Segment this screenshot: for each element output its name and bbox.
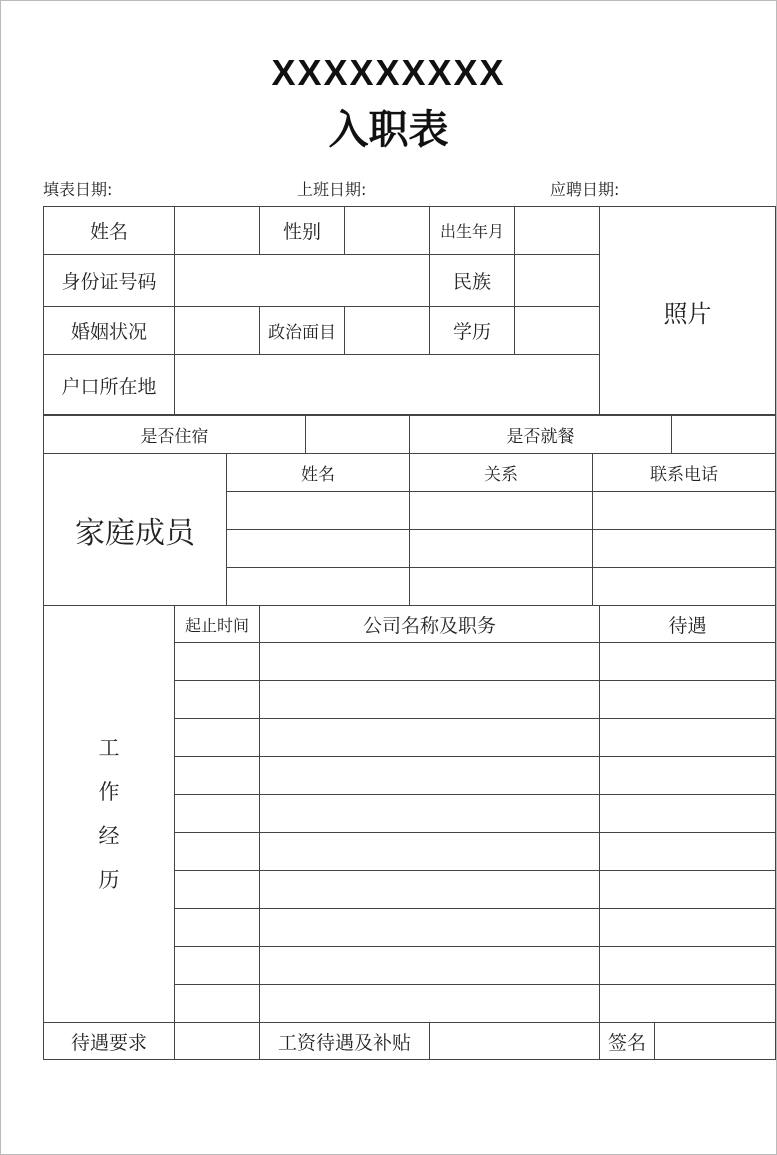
- work-label-char: 工: [98, 736, 120, 760]
- dining-field[interactable]: [672, 415, 776, 454]
- work-salary-cell[interactable]: [600, 795, 776, 833]
- family-col-name: 姓名: [227, 454, 410, 492]
- work-salary-cell[interactable]: [600, 833, 776, 871]
- marital-field[interactable]: [175, 307, 260, 355]
- hukou-label: 户口所在地: [44, 355, 175, 416]
- family-phone-cell[interactable]: [593, 568, 776, 606]
- name-field[interactable]: [175, 207, 260, 255]
- signature-label: 签名: [600, 1023, 655, 1060]
- work-company-cell[interactable]: [260, 757, 600, 795]
- work-company-cell[interactable]: [260, 719, 600, 757]
- work-company-cell[interactable]: [260, 795, 600, 833]
- work-salary-cell[interactable]: [600, 681, 776, 719]
- political-label: 政治面目: [260, 307, 345, 355]
- work-period-cell[interactable]: [175, 795, 260, 833]
- family-phone-cell[interactable]: [593, 492, 776, 530]
- fill-date-label: 填表日期:: [43, 180, 113, 199]
- work-salary-cell[interactable]: [600, 985, 776, 1023]
- family-col-phone: 联系电话: [593, 454, 776, 492]
- family-relation-cell[interactable]: [410, 568, 593, 606]
- work-period-cell[interactable]: [175, 871, 260, 909]
- work-col-company: 公司名称及职务: [260, 606, 600, 643]
- work-period-cell[interactable]: [175, 643, 260, 681]
- photo-box[interactable]: [600, 207, 776, 416]
- work-company-cell[interactable]: [260, 909, 600, 947]
- family-name-cell[interactable]: [227, 492, 410, 530]
- hukou-field[interactable]: [175, 355, 600, 416]
- marital-label: 婚姻状况: [44, 307, 175, 355]
- work-history-table: [43, 605, 776, 1023]
- work-company-cell[interactable]: [260, 871, 600, 909]
- work-history-label: [44, 606, 175, 1023]
- work-salary-cell[interactable]: [600, 871, 776, 909]
- work-label-char: 作: [98, 780, 120, 804]
- footer-table: [43, 1022, 776, 1060]
- work-salary-cell[interactable]: [600, 947, 776, 985]
- family-relation-cell[interactable]: [410, 530, 593, 568]
- name-label: 姓名: [44, 207, 175, 255]
- salary-requirement-field[interactable]: [175, 1023, 260, 1060]
- ethnicity-field[interactable]: [515, 255, 600, 307]
- work-col-period: 起止时间: [175, 606, 260, 643]
- id-number-label: 身份证号码: [44, 255, 175, 307]
- work-company-cell[interactable]: [260, 947, 600, 985]
- work-company-cell[interactable]: [260, 833, 600, 871]
- lodging-table: [43, 414, 776, 454]
- dining-label: 是否就餐: [410, 415, 672, 454]
- ethnicity-label: 民族: [430, 255, 515, 307]
- family-name-cell[interactable]: [227, 530, 410, 568]
- work-col-salary: 待遇: [600, 606, 776, 643]
- work-label-char: 历: [98, 868, 120, 892]
- work-salary-cell[interactable]: [600, 757, 776, 795]
- work-period-cell[interactable]: [175, 719, 260, 757]
- family-col-relation: 关系: [410, 454, 593, 492]
- work-period-cell[interactable]: [175, 833, 260, 871]
- work-salary-cell[interactable]: [600, 909, 776, 947]
- work-company-cell[interactable]: [260, 643, 600, 681]
- form-title: 入职表: [328, 107, 449, 153]
- lodging-field[interactable]: [306, 415, 410, 454]
- wage-label: 工资待遇及补贴: [260, 1023, 430, 1060]
- lodging-label: 是否住宿: [44, 415, 306, 454]
- family-label: 家庭成员: [44, 454, 227, 606]
- education-label: 学历: [430, 307, 515, 355]
- work-period-cell[interactable]: [175, 985, 260, 1023]
- work-company-cell[interactable]: [260, 985, 600, 1023]
- company-name: XXXXXXXXX: [271, 52, 506, 93]
- birth-field[interactable]: [515, 207, 600, 255]
- work-period-cell[interactable]: [175, 947, 260, 985]
- signature-field[interactable]: [655, 1023, 776, 1060]
- political-field[interactable]: [345, 307, 430, 355]
- family-name-cell[interactable]: [227, 568, 410, 606]
- salary-requirement-label: 待遇要求: [44, 1023, 175, 1060]
- id-number-field[interactable]: [175, 255, 430, 307]
- apply-date-label: 应聘日期:: [550, 180, 620, 199]
- work-salary-cell[interactable]: [600, 719, 776, 757]
- family-table: [43, 453, 776, 606]
- photo-label: 照片: [663, 299, 712, 328]
- education-field[interactable]: [515, 307, 600, 355]
- gender-label: 性别: [260, 207, 345, 255]
- work-period-cell[interactable]: [175, 681, 260, 719]
- start-date-label: 上班日期:: [297, 180, 367, 199]
- family-phone-cell[interactable]: [593, 530, 776, 568]
- work-period-cell[interactable]: [175, 757, 260, 795]
- work-company-cell[interactable]: [260, 681, 600, 719]
- work-period-cell[interactable]: [175, 909, 260, 947]
- family-relation-cell[interactable]: [410, 492, 593, 530]
- basic-info-table: [43, 206, 776, 416]
- wage-field[interactable]: [430, 1023, 600, 1060]
- work-label-char: 经: [98, 824, 120, 848]
- gender-field[interactable]: [345, 207, 430, 255]
- work-salary-cell[interactable]: [600, 643, 776, 681]
- birth-label: 出生年月: [430, 207, 515, 255]
